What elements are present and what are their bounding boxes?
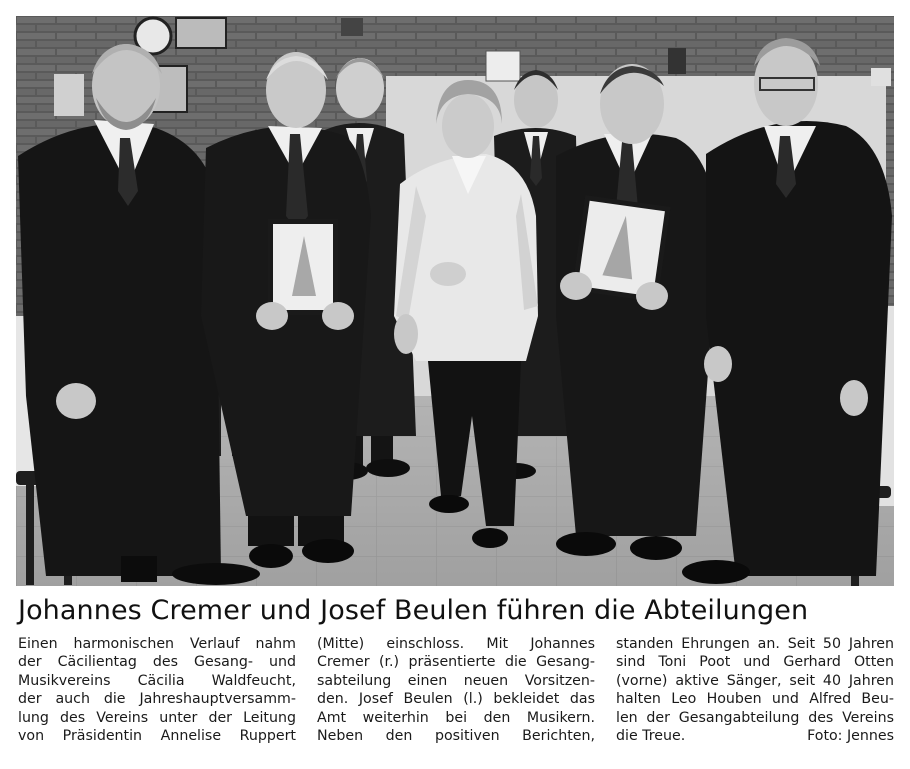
photo-credit: Foto: Jennes [807,728,894,745]
article-line: (Mitte) einschloss. Mit Johannes [317,636,595,652]
article-last-line [616,727,894,745]
article-column-1 [18,635,296,761]
article-line: sind Toni Poot und Gerhard Otten [616,654,894,671]
article-line: len der Gesangabteilung des Vereins [616,709,894,726]
article-line: die Treue. [616,728,686,745]
article-line: Neben den positiven Berichten, [317,728,595,745]
headline: Johannes Cremer und Josef Beulen führen die Abteilungen [18,595,809,626]
article-line: der auch die Jahreshauptversamm- [18,691,296,708]
article-line: Musikvereins Cäcilia Waldfeucht, [18,672,296,689]
article-body [18,635,894,761]
article-line: (vorne) aktive Sänger, seit 40 Jahren [616,672,894,689]
article-line: halten Leo Houben und Alfred Beu- [616,691,894,708]
group-photo [16,16,894,586]
article-line: Cremer (r.) präsentierte die Gesang- [317,654,595,671]
article-line: von Präsidentin Annelise Ruppert [18,728,296,745]
article-column-2 [317,635,595,761]
article-line: der Cäcilientag des Gesang- und [18,654,296,671]
article-line: lung des Vereins unter der Leitung [18,709,296,726]
article-line: sabteilung einen neuen Vorsitzen- [317,672,595,689]
article-column-3 [616,635,894,761]
article-line: den. Josef Beulen (l.) bekleidet das [317,691,595,708]
article-line: standen Ehrungen an. Seit 50 Jahren [616,636,894,652]
article-line: Einen harmonischen Verlauf nahm [18,636,296,652]
article-line: Amt weiterhin bei den Musikern. [317,709,595,726]
group-photo-illustration [16,16,894,586]
